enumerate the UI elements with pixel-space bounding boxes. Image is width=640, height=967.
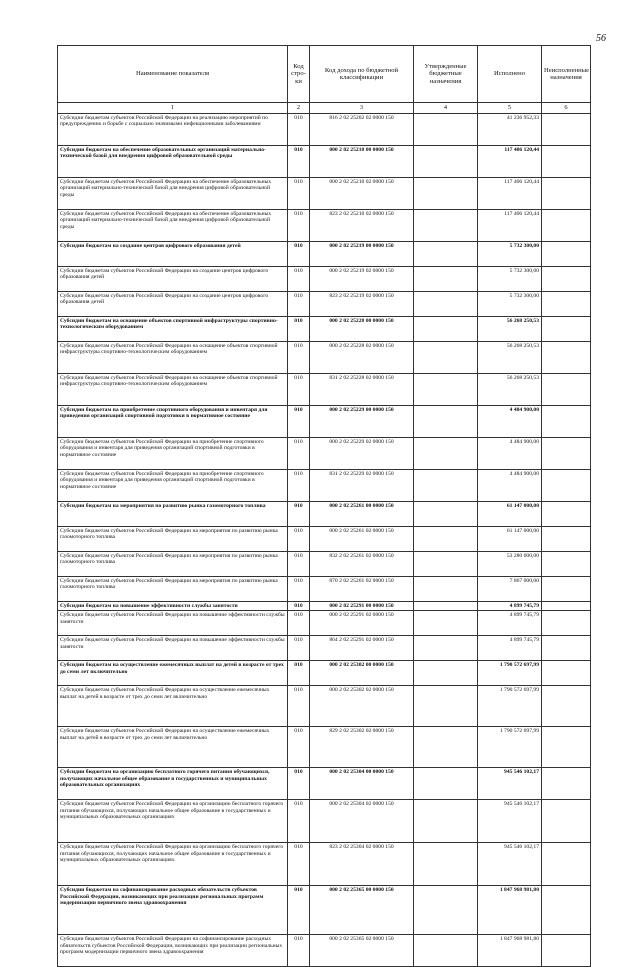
cell-approved [414, 470, 478, 502]
column-number: 3 [310, 103, 414, 114]
cell-executed: 117 406 120,44 [478, 210, 542, 242]
cell-approved [414, 611, 478, 636]
cell-unexecuted [542, 210, 591, 242]
cell-line-code: 010 [288, 886, 310, 935]
cell-executed: 945 546 102,17 [478, 843, 542, 886]
cell-approved [414, 178, 478, 210]
cell-approved [414, 374, 478, 406]
cell-unexecuted [542, 317, 591, 342]
cell-line-code: 010 [288, 843, 310, 886]
cell-unexecuted [542, 292, 591, 317]
cell-approved [414, 602, 478, 611]
cell-line-code: 010 [288, 317, 310, 342]
cell-income-code: 832 2 02 25261 02 0000 150 [310, 552, 414, 577]
cell-unexecuted [542, 438, 591, 470]
cell-approved [414, 406, 478, 438]
table-row [58, 374, 591, 406]
cell-approved [414, 527, 478, 552]
table-row [58, 727, 591, 768]
cell-line-code: 010 [288, 242, 310, 267]
cell-income-code: 000 2 02 25228 00 0000 150 [310, 317, 414, 342]
cell-income-code: 000 2 02 25219 02 0000 150 [310, 267, 414, 292]
cell-line-code: 010 [288, 661, 310, 686]
cell-income-code: 000 2 02 25210 00 0000 150 [310, 146, 414, 178]
cell-income-code: 000 2 02 25365 02 0000 150 [310, 935, 414, 967]
cell-approved [414, 317, 478, 342]
cell-income-code: 000 2 02 25261 00 0000 150 [310, 502, 414, 527]
table-row [58, 267, 591, 292]
cell-line-code: 010 [288, 611, 310, 636]
cell-line-code: 010 [288, 178, 310, 210]
cell-unexecuted [542, 768, 591, 800]
table-row [58, 552, 591, 577]
cell-approved [414, 768, 478, 800]
cell-indicator-name: Субсидии бюджетам субъектов Российской Федерации на обеспечение образовательных организаций материально-технической базой для внедрения цифровой образовательной среды [58, 210, 288, 242]
table-row [58, 935, 591, 967]
cell-indicator-name: Субсидии бюджетам на организацию бесплатного горячего питания обучающихся, получающих начальное общее образование в государственных и муниципальных образовательных организациях [58, 768, 288, 800]
cell-executed: 5 732 300,00 [478, 242, 542, 267]
cell-approved [414, 686, 478, 727]
table-row [58, 342, 591, 374]
table-row [58, 768, 591, 800]
table-row [58, 611, 591, 636]
table-row [58, 843, 591, 886]
cell-unexecuted [542, 342, 591, 374]
cell-unexecuted [542, 502, 591, 527]
cell-approved [414, 843, 478, 886]
table-row [58, 800, 591, 843]
cell-unexecuted [542, 552, 591, 577]
table-row [58, 636, 591, 661]
cell-executed: 1 847 968 981,80 [478, 886, 542, 935]
header-unexecuted: Неисполненные назначения [542, 46, 591, 103]
cell-income-code: 823 2 02 25219 02 0000 150 [310, 292, 414, 317]
cell-indicator-name: Субсидии бюджетам субъектов Российской Федерации на организацию бесплатного горячего питания обучающихся, получающих начальное общее образование в государственных и муниципальных образовательных организациях [58, 800, 288, 843]
cell-executed: 1 790 572 697,99 [478, 727, 542, 768]
cell-approved [414, 210, 478, 242]
cell-executed: 5 732 300,00 [478, 292, 542, 317]
cell-approved [414, 727, 478, 768]
cell-executed: 56 268 250,53 [478, 342, 542, 374]
cell-unexecuted [542, 800, 591, 843]
cell-approved [414, 935, 478, 967]
cell-unexecuted [542, 886, 591, 935]
cell-income-code: 000 2 02 25229 00 0000 150 [310, 406, 414, 438]
cell-approved [414, 146, 478, 178]
cell-income-code: 823 2 02 25210 02 0000 150 [310, 210, 414, 242]
cell-executed: 4 484 900,00 [478, 438, 542, 470]
cell-approved [414, 114, 478, 146]
column-number: 1 [58, 103, 288, 114]
cell-unexecuted [542, 242, 591, 267]
cell-income-code: 000 2 02 25304 00 0000 150 [310, 768, 414, 800]
cell-line-code: 010 [288, 552, 310, 577]
table-row [58, 146, 591, 178]
cell-indicator-name: Субсидии бюджетам субъектов Российской Федерации на приобретение спортивного оборудования и инвентаря для приведения организаций спортивной подготовки в нормативное состояние [58, 470, 288, 502]
cell-unexecuted [542, 727, 591, 768]
cell-approved [414, 886, 478, 935]
table-row [58, 661, 591, 686]
cell-line-code: 010 [288, 146, 310, 178]
cell-indicator-name: Субсидии бюджетам субъектов Российской Федерации на оснащение объектов спортивной инфраструктуры спортивно-технологическим оборудованием [58, 342, 288, 374]
cell-executed: 61 147 000,00 [478, 527, 542, 552]
cell-income-code: 000 2 02 25302 02 0000 150 [310, 686, 414, 727]
cell-indicator-name: Субсидии бюджетам субъектов Российской Федерации на реализацию мероприятий по предупреждению и борьбе с социально значимыми инфекционными заболеваниями [58, 114, 288, 146]
cell-executed: 945 546 102,17 [478, 800, 542, 843]
cell-approved [414, 661, 478, 686]
cell-line-code: 010 [288, 602, 310, 611]
cell-executed: 945 546 102,17 [478, 768, 542, 800]
cell-income-code: 000 2 02 25291 00 0000 150 [310, 602, 414, 611]
table-row [58, 686, 591, 727]
cell-income-code: 000 2 02 25302 00 0000 150 [310, 661, 414, 686]
cell-unexecuted [542, 661, 591, 686]
cell-income-code: 000 2 02 25228 02 0000 150 [310, 342, 414, 374]
cell-indicator-name: Субсидии бюджетам субъектов Российской Федерации на организацию бесплатного горячего питания обучающихся, получающих начальное общее образование в государственных и муниципальных образовательных организациях [58, 843, 288, 886]
cell-executed: 53 280 000,00 [478, 552, 542, 577]
cell-indicator-name: Субсидии бюджетам субъектов Российской Федерации на мероприятия по развитию рынка газомоторного топлива [58, 577, 288, 602]
column-number: 2 [288, 103, 310, 114]
cell-line-code: 010 [288, 114, 310, 146]
cell-income-code: 870 2 02 25261 02 0000 150 [310, 577, 414, 602]
cell-unexecuted [542, 178, 591, 210]
page-number: 56 [596, 33, 606, 44]
cell-line-code: 010 [288, 502, 310, 527]
cell-line-code: 010 [288, 438, 310, 470]
cell-approved [414, 438, 478, 470]
cell-unexecuted [542, 686, 591, 727]
cell-indicator-name: Субсидии бюджетам субъектов Российской Федерации на софинансирование расходных обязательств субъектов Российской Федерации, возникающих при реализации региональных программ модернизации первичного звена здравоохранения [58, 935, 288, 967]
cell-approved [414, 342, 478, 374]
cell-income-code: 000 2 02 25291 02 0000 150 [310, 611, 414, 636]
table-row [58, 602, 591, 611]
cell-indicator-name: Субсидии бюджетам субъектов Российской Федерации на мероприятия по развитию рынка газомоторного топлива [58, 527, 288, 552]
cell-approved [414, 242, 478, 267]
table-body [58, 114, 591, 967]
cell-income-code: 816 2 02 25202 02 0000 150 [310, 114, 414, 146]
cell-executed: 1 790 572 697,99 [478, 686, 542, 727]
cell-executed: 7 867 000,00 [478, 577, 542, 602]
column-number: 5 [478, 103, 542, 114]
header-line-code: Код стро-ки [288, 46, 310, 103]
cell-approved [414, 267, 478, 292]
cell-line-code: 010 [288, 342, 310, 374]
cell-unexecuted [542, 935, 591, 967]
cell-indicator-name: Субсидии бюджетам на осуществление ежемесячных выплат на детей в возрасте от трех до семи лет включительно [58, 661, 288, 686]
cell-approved [414, 800, 478, 843]
cell-indicator-name: Субсидии бюджетам субъектов Российской Федерации на создание центров цифрового образования детей [58, 292, 288, 317]
cell-unexecuted [542, 267, 591, 292]
cell-line-code: 010 [288, 210, 310, 242]
cell-executed: 61 147 000,00 [478, 502, 542, 527]
header-indicator-name: Наименование показателя [58, 46, 288, 103]
cell-executed: 56 268 250,53 [478, 374, 542, 406]
cell-approved [414, 552, 478, 577]
cell-approved [414, 292, 478, 317]
cell-unexecuted [542, 611, 591, 636]
header-executed: Исполнено [478, 46, 542, 103]
cell-executed: 4 484 900,00 [478, 470, 542, 502]
revenue-table [57, 45, 591, 967]
cell-indicator-name: Субсидии бюджетам на создание центров цифрового образования детей [58, 242, 288, 267]
cell-line-code: 010 [288, 527, 310, 552]
cell-indicator-name: Субсидии бюджетам на приобретение спортивного оборудования и инвентаря для приведения организаций спортивной подготовки в нормативное состояние [58, 406, 288, 438]
cell-unexecuted [542, 527, 591, 552]
cell-unexecuted [542, 406, 591, 438]
cell-income-code: 829 2 02 25302 02 0000 150 [310, 727, 414, 768]
cell-line-code: 010 [288, 768, 310, 800]
cell-income-code: 000 2 02 25365 00 0000 150 [310, 886, 414, 935]
cell-indicator-name: Субсидии бюджетам субъектов Российской Федерации на приобретение спортивного оборудования и инвентаря для приведения организаций спортивной подготовки в нормативное состояние [58, 438, 288, 470]
cell-line-code: 010 [288, 935, 310, 967]
cell-unexecuted [542, 114, 591, 146]
cell-indicator-name: Субсидии бюджетам субъектов Российской Федерации на осуществление ежемесячных выплат на детей в возрасте от трех до семи лет включительно [58, 686, 288, 727]
table-row [58, 527, 591, 552]
table-row [58, 406, 591, 438]
cell-indicator-name: Субсидии бюджетам субъектов Российской Федерации на повышение эффективности службы занятости [58, 611, 288, 636]
cell-executed: 5 732 300,00 [478, 267, 542, 292]
cell-income-code: 823 2 02 25304 02 0000 150 [310, 843, 414, 886]
table-row [58, 886, 591, 935]
cell-approved [414, 577, 478, 602]
cell-unexecuted [542, 843, 591, 886]
cell-indicator-name: Субсидии бюджетам субъектов Российской Федерации на осуществление ежемесячных выплат на детей в возрасте от трех до семи лет включительно [58, 727, 288, 768]
cell-line-code: 010 [288, 470, 310, 502]
column-number: 4 [414, 103, 478, 114]
cell-executed: 117 406 120,44 [478, 146, 542, 178]
cell-line-code: 010 [288, 292, 310, 317]
cell-indicator-name: Субсидии бюджетам на обеспечение образовательных организаций материально-технической базой для внедрения цифровой образовательной среды [58, 146, 288, 178]
cell-indicator-name: Субсидии бюджетам субъектов Российской Федерации на обеспечение образовательных организаций материально-технической базой для внедрения цифровой образовательной среды [58, 178, 288, 210]
cell-line-code: 010 [288, 636, 310, 661]
cell-approved [414, 636, 478, 661]
cell-executed: 1 847 968 981,80 [478, 935, 542, 967]
cell-unexecuted [542, 602, 591, 611]
cell-executed: 4 484 900,00 [478, 406, 542, 438]
table-row [58, 502, 591, 527]
header-income-code: Код дохода по бюджетной классификации [310, 46, 414, 103]
cell-income-code: 831 2 02 25229 02 0000 150 [310, 470, 414, 502]
cell-indicator-name: Субсидии бюджетам субъектов Российской Федерации на оснащение объектов спортивной инфраструктуры спортивно-технологическим оборудованием [58, 374, 288, 406]
cell-indicator-name: Субсидии бюджетам на оснащение объектов спортивной инфраструктуры спортивно-технологическим оборудованием [58, 317, 288, 342]
cell-income-code: 000 2 02 25304 02 0000 150 [310, 800, 414, 843]
cell-income-code: 000 2 02 25261 02 0000 150 [310, 527, 414, 552]
column-number-row [58, 103, 591, 114]
cell-indicator-name: Субсидии бюджетам субъектов Российской Федерации на мероприятия по развитию рынка газомоторного топлива [58, 552, 288, 577]
cell-line-code: 010 [288, 727, 310, 768]
table-row [58, 210, 591, 242]
cell-line-code: 010 [288, 800, 310, 843]
table-header-row [58, 46, 591, 103]
table-row [58, 114, 591, 146]
cell-line-code: 010 [288, 267, 310, 292]
cell-income-code: 000 2 02 25210 02 0000 150 [310, 178, 414, 210]
table-row [58, 577, 591, 602]
cell-executed: 41 236 952,33 [478, 114, 542, 146]
cell-approved [414, 502, 478, 527]
cell-income-code: 000 2 02 25219 00 0000 150 [310, 242, 414, 267]
table-row [58, 438, 591, 470]
cell-line-code: 010 [288, 406, 310, 438]
table-row [58, 292, 591, 317]
cell-indicator-name: Субсидии бюджетам на мероприятия по развитию рынка газомоторного топлива [58, 502, 288, 527]
cell-line-code: 010 [288, 577, 310, 602]
header-approved: Утвержденные бюджетные назначения [414, 46, 478, 103]
cell-executed: 4 899 745,79 [478, 602, 542, 611]
table-row [58, 178, 591, 210]
cell-executed: 117 406 120,44 [478, 178, 542, 210]
cell-unexecuted [542, 374, 591, 406]
cell-executed: 56 268 250,53 [478, 317, 542, 342]
cell-indicator-name: Субсидии бюджетам субъектов Российской Федерации на создание центров цифрового образования детей [58, 267, 288, 292]
column-number: 6 [542, 103, 591, 114]
cell-income-code: 831 2 02 25228 02 0000 150 [310, 374, 414, 406]
cell-executed: 4 899 745,79 [478, 636, 542, 661]
cell-unexecuted [542, 636, 591, 661]
cell-unexecuted [542, 470, 591, 502]
cell-line-code: 010 [288, 374, 310, 406]
table-row [58, 470, 591, 502]
cell-indicator-name: Субсидии бюджетам на софинансирование расходных обязательств субъектов Российской Федерации, возникающих при реализации региональных программ модернизации первичного звена здравоохранения [58, 886, 288, 935]
cell-line-code: 010 [288, 686, 310, 727]
cell-executed: 1 790 572 697,99 [478, 661, 542, 686]
table-row [58, 242, 591, 267]
cell-executed: 4 899 745,79 [478, 611, 542, 636]
cell-unexecuted [542, 577, 591, 602]
cell-income-code: 864 2 02 25291 02 0000 150 [310, 636, 414, 661]
cell-income-code: 000 2 02 25229 02 0000 150 [310, 438, 414, 470]
cell-indicator-name: Субсидии бюджетам субъектов Российской Федерации на повышение эффективности службы занятости [58, 636, 288, 661]
table-row [58, 317, 591, 342]
cell-indicator-name: Субсидии бюджетам на повышение эффективности службы занятости [58, 602, 288, 611]
cell-unexecuted [542, 146, 591, 178]
